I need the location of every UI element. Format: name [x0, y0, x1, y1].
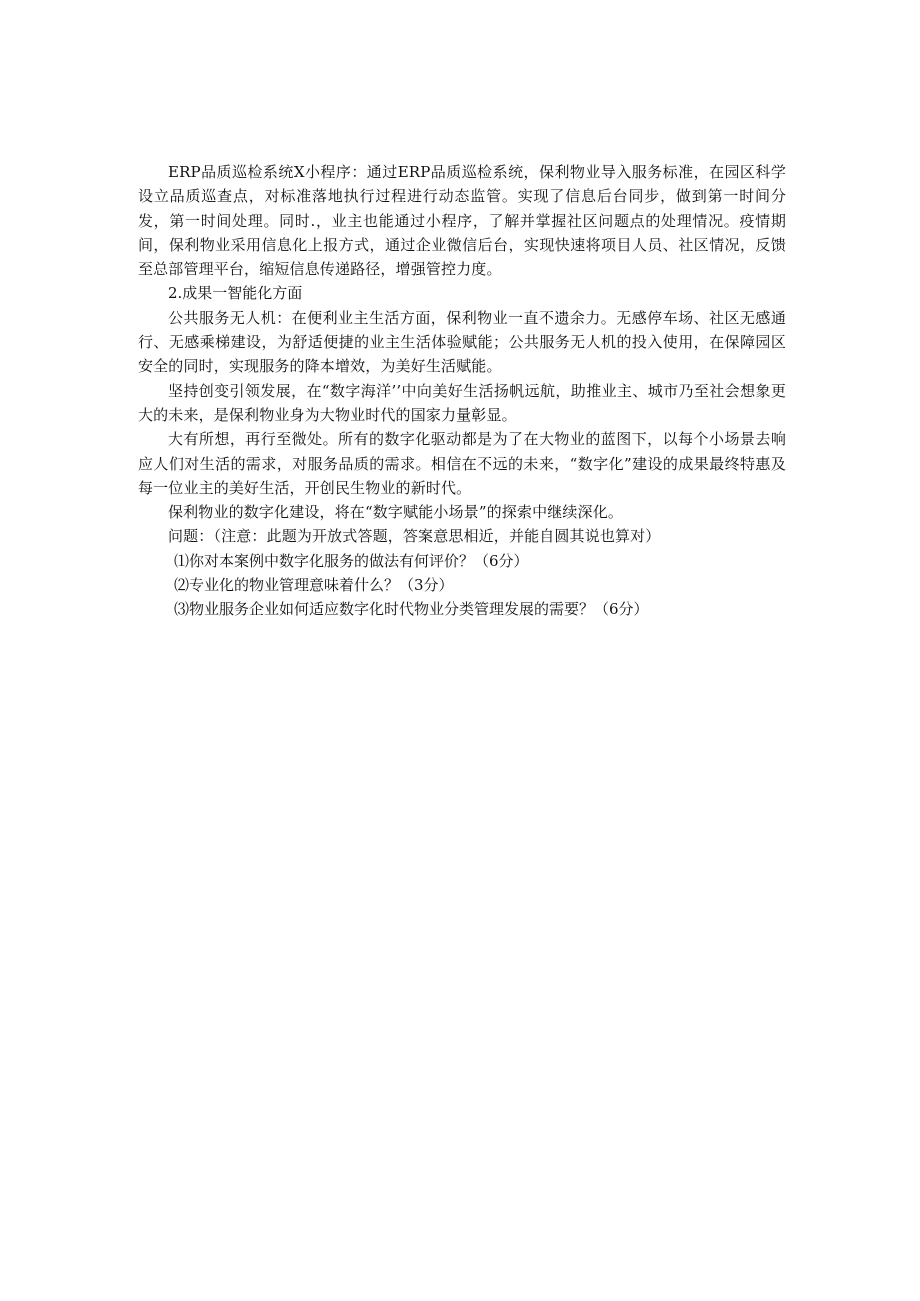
- paragraph-conclusion: 保利物业的数字化建设，将在“数字赋能小场景”的探索中继续深化。: [168, 503, 623, 522]
- questions-intro: 问题：（注意：此题为开放式答题，答案意思相近，并能自圆其说也算对）: [168, 527, 661, 546]
- paragraph-vision: 大有所想，再行至微处。所有的数字化驱动都是为了在大物业的蓝图下，以每个小场景去响应人们对生活的需求，对服务品质的需求。相信在不远的未来，“数字化”建设的成果最终特惠及每一位业主的美好生活，开创民生物业的新时代。: [138, 430, 786, 497]
- question-item-3: ⑶物业服务企业如何适应数字化时代物业分类管理发展的需要？（6分）: [174, 600, 649, 619]
- paragraph-erp-system: ERP品质巡检系统X小程序：通过ERP品质巡检系统，保利物业导入服务标准，在园区科学设立品质巡查点，对标准落地执行过程进行动态监管。实现了信息后台同步，做到第一时间分发，第一时间处理。同时.，业主也能通过小程序，了解并掌握社区问题点的处理情况。疫情期间，保利物业采用信息化上报方式，通过企业微信后台，实现快速将项目人员、社区情况，反馈至总部管理平台，缩短信息传递路径，增强管控力度。: [138, 163, 786, 279]
- document-body: [138, 160, 786, 622]
- question-item-1: ⑴你对本案例中数字化服务的做法有何评价？（6分）: [174, 551, 529, 570]
- section-heading-intelligence: 2.成果一智能化方面: [168, 284, 303, 303]
- paragraph-drone-service: 公共服务无人机：在便利业主生活方面，保利物业一直不遗余力。无感停车场、社区无感通行、无感乘梯建设，为舒适便捷的业主生活体验赋能；公共服务无人机的投入使用，在保障园区安全的同时，实现服务的降本增效，为美好生活赋能。: [138, 308, 786, 376]
- paragraph-innovation: 坚持创变引领发展，在“数字海洋’’中向美好生活扬帆远航，助推业主、城市乃至社会想象更大的未来，是保利物业身为大物业时代的国家力量彰显。: [138, 381, 786, 424]
- question-item-2: ⑵专业化的物业管理意味着什么？（3分）: [174, 576, 454, 595]
